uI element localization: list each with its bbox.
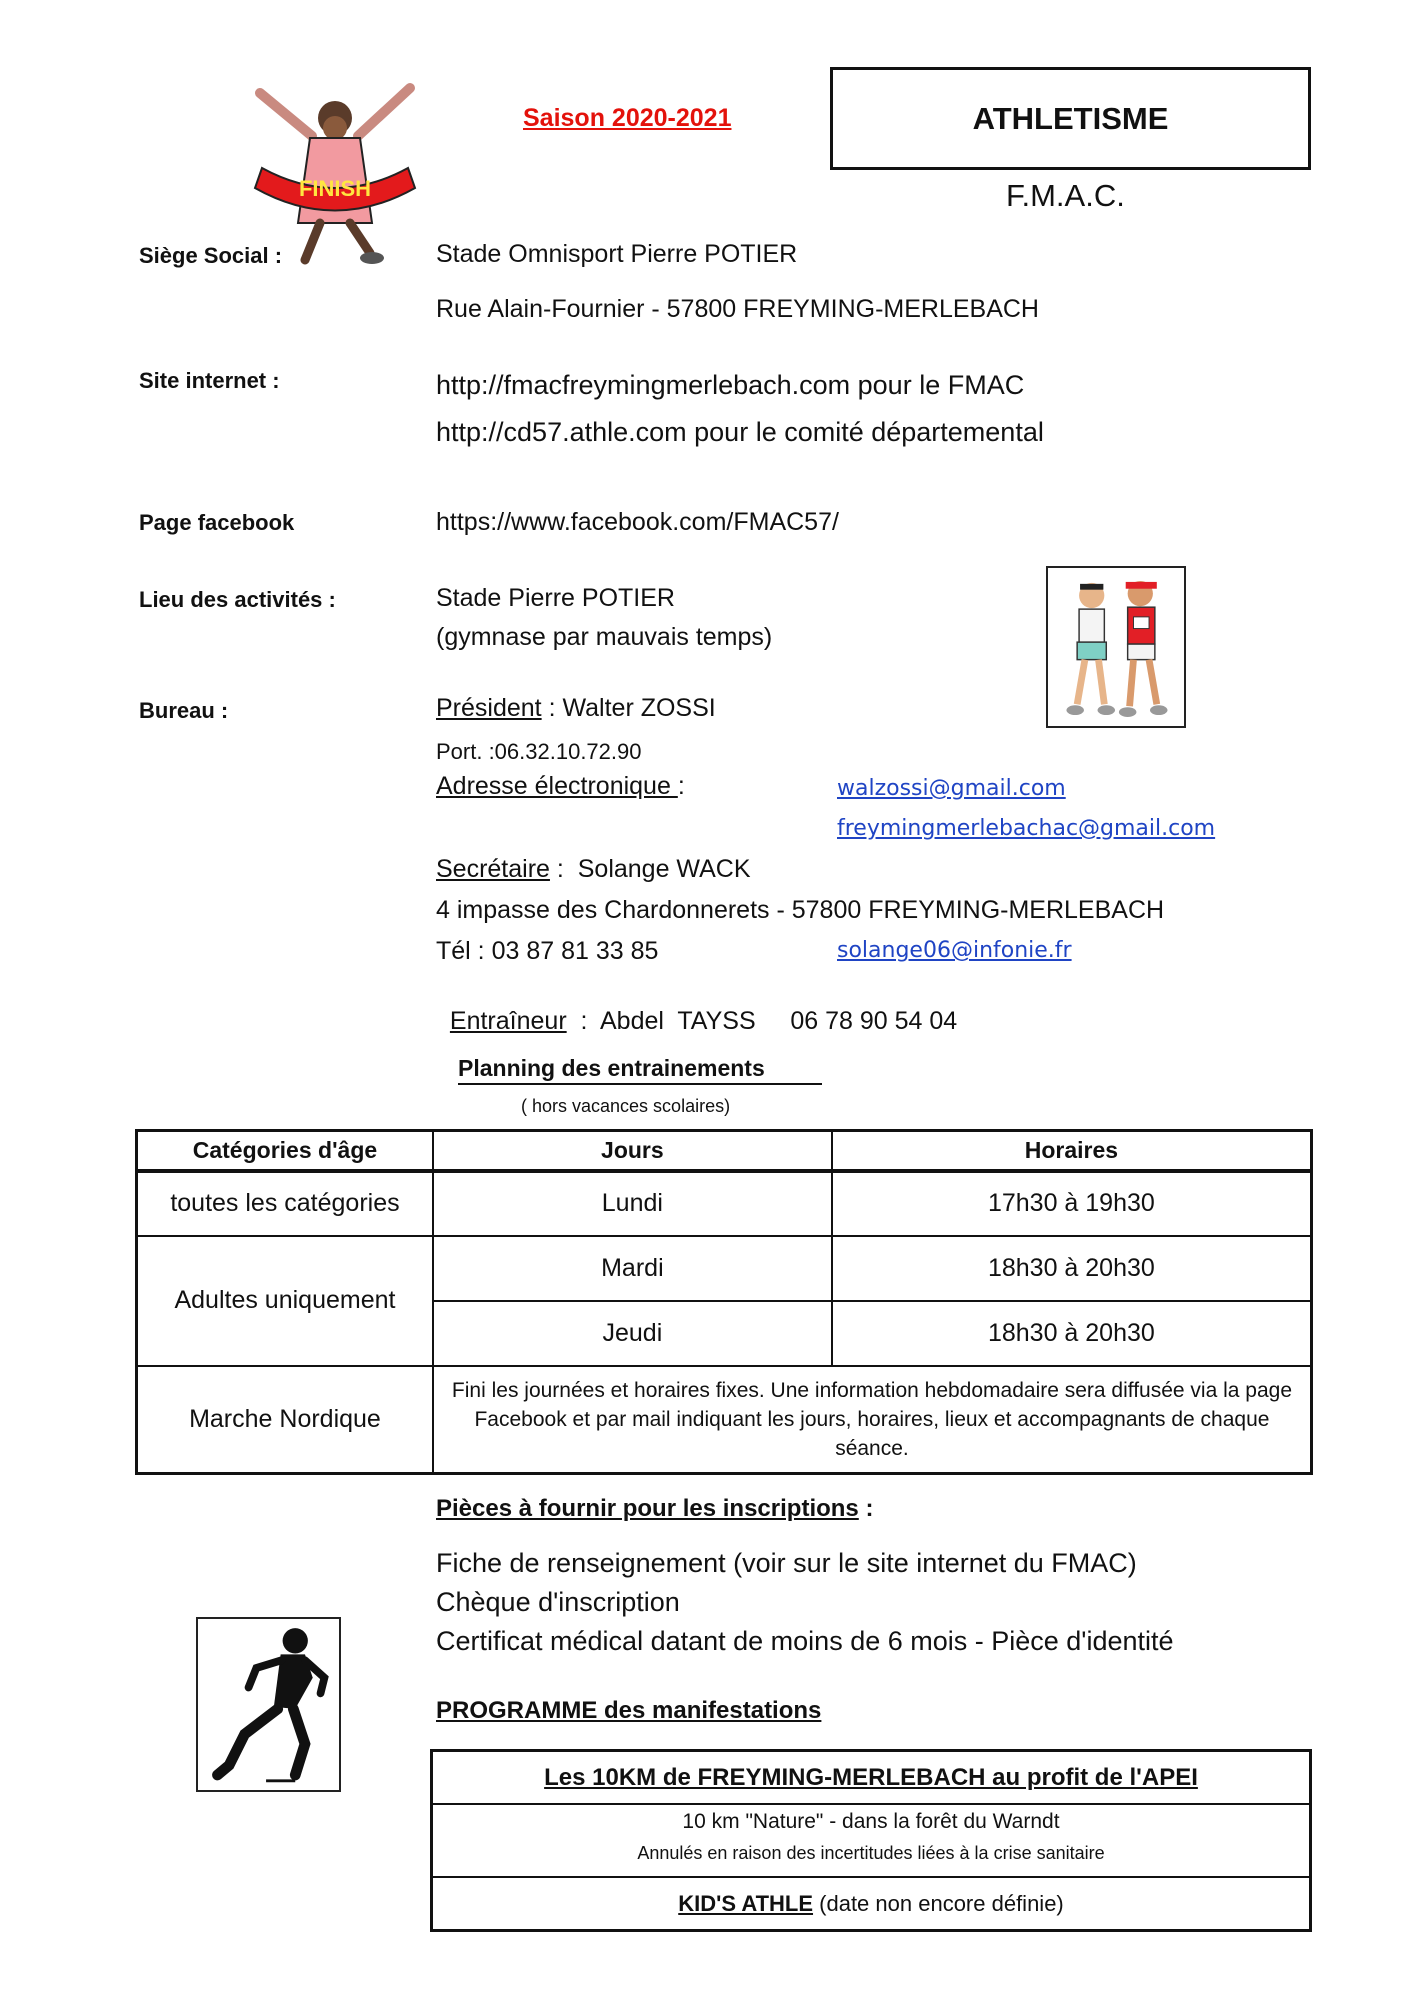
entraineur-line <box>436 978 957 1036</box>
lieu-label: Lieu des activités : <box>139 587 336 612</box>
event-line2: Annulés en raison des incertitudes liées à la crise sanitaire <box>637 1843 1105 1863</box>
category-cell: Adultes uniquement <box>137 1236 433 1366</box>
table-row <box>137 1366 1312 1474</box>
planning-title <box>458 1055 822 1085</box>
president-phone: Port. :06.32.10.72.90 <box>436 739 642 764</box>
runners-illustration <box>1046 566 1186 728</box>
category-cell: toutes les catégories <box>137 1171 433 1236</box>
email-club-link[interactable]: freymingmerlebachac@gmail.com <box>837 816 1216 841</box>
hours-cell: 17h30 à 19h30 <box>832 1171 1312 1236</box>
day-cell: Mardi <box>433 1236 832 1301</box>
planning-table <box>135 1129 1313 1475</box>
table-header-horaires: Horaires <box>832 1131 1312 1171</box>
site-link-fmac[interactable]: http://fmacfreymingmerlebach.com pour le FMAC <box>436 370 1025 400</box>
facebook-url[interactable]: https://www.facebook.com/FMAC57/ <box>436 508 839 536</box>
programme-box <box>430 1749 1312 1932</box>
site-link-cd57[interactable]: http://cd57.athle.com pour le comité départemental <box>436 417 1044 447</box>
club-acronym: F.M.A.C. <box>1006 178 1125 213</box>
secretaire-address: 4 impasse des Chardonnerets - 57800 FREYMING-MERLEBACH <box>436 896 1165 924</box>
president-name: : Walter ZOSSI <box>541 694 716 722</box>
pieces-item: Certificat médical datant de moins de 6 mois - Pièce d'identité <box>436 1626 1174 1656</box>
table-header-categories: Catégories d'âge <box>137 1131 433 1171</box>
event-title-row <box>433 1752 1309 1805</box>
secretaire-title: Secrétaire <box>436 855 550 883</box>
siege-line1: Stade Omnisport Pierre POTIER <box>436 240 798 268</box>
president-title: Président <box>436 694 542 722</box>
email-label-line <box>436 772 685 801</box>
finish-runner-illustration <box>240 78 430 268</box>
programme-title: PROGRAMME des manifestations <box>436 1697 822 1724</box>
email-secretaire-link[interactable]: solange06@infonie.fr <box>837 938 1072 963</box>
bureau-label: Bureau : <box>139 698 229 723</box>
president-line <box>436 694 716 723</box>
kids-note: (date non encore définie) <box>813 1890 1064 1916</box>
kids-title: KID'S ATHLE <box>678 1890 814 1916</box>
siege-line2: Rue Alain-Fournier - 57800 FREYMING-MERLEBACH <box>436 295 1039 323</box>
hours-cell: 18h30 à 20h30 <box>832 1236 1312 1301</box>
runner-silhouette-illustration <box>196 1617 341 1792</box>
table-row <box>137 1171 1312 1236</box>
secretaire-phone: Tél : 03 87 81 33 85 <box>436 937 659 965</box>
facebook-label: Page facebook <box>139 510 295 535</box>
entraineur-text: : Abdel TAYSS 06 78 90 54 04 <box>566 1007 958 1035</box>
day-cell: Lundi <box>433 1171 832 1236</box>
lieu-line2: (gymnase par mauvais temps) <box>436 623 773 651</box>
email-colon: : <box>677 772 685 800</box>
secretaire-name: : Solange WACK <box>549 855 751 883</box>
secretaire-line <box>436 855 751 884</box>
svg-text:FINISH: FINISH <box>298 176 372 201</box>
email-president-link[interactable]: walzossi@gmail.com <box>837 776 1066 801</box>
siege-label: Siège Social : <box>139 243 283 268</box>
planning-subtitle: ( hors vacances scolaires) <box>521 1096 731 1116</box>
event-line1: 10 km "Nature" - dans la forêt du Warndt <box>682 1810 1060 1833</box>
hours-cell: 18h30 à 20h30 <box>832 1301 1312 1366</box>
pieces-colon: : <box>858 1495 874 1522</box>
email-label: Adresse électronique <box>436 772 678 800</box>
title-box: ATHLETISME <box>830 67 1311 170</box>
lieu-line1: Stade Pierre POTIER <box>436 584 675 612</box>
planning-title-text: Planning des entrainements <box>458 1055 765 1081</box>
site-label: Site internet : <box>139 368 280 393</box>
event-details <box>433 1805 1309 1878</box>
entraineur-title: Entraîneur <box>449 1007 567 1035</box>
pieces-item: Chèque d'inscription <box>436 1587 680 1617</box>
day-cell: Jeudi <box>433 1301 832 1366</box>
kids-row <box>433 1878 1309 1929</box>
pieces-item: Fiche de renseignement (voir sur le site internet du FMAC) <box>436 1548 1137 1578</box>
nordic-note-cell: Fini les journées et horaires fixes. Une information hebdomadaire sera diffusée via la page Facebook et par mail indiquant les jours, horaires, lieux et accompagnants de chaque séance. <box>433 1366 1312 1474</box>
event-title: Les 10KM de FREYMING-MERLEBACH au profit de l'APEI <box>544 1763 1198 1791</box>
category-cell: Marche Nordique <box>137 1366 433 1474</box>
pieces-title-line <box>436 1495 873 1523</box>
table-header-jours: Jours <box>433 1131 832 1171</box>
pieces-title: Pièces à fournir pour les inscriptions <box>436 1495 859 1522</box>
season-label: Saison 2020-2021 <box>523 104 732 132</box>
table-row <box>137 1236 1312 1301</box>
